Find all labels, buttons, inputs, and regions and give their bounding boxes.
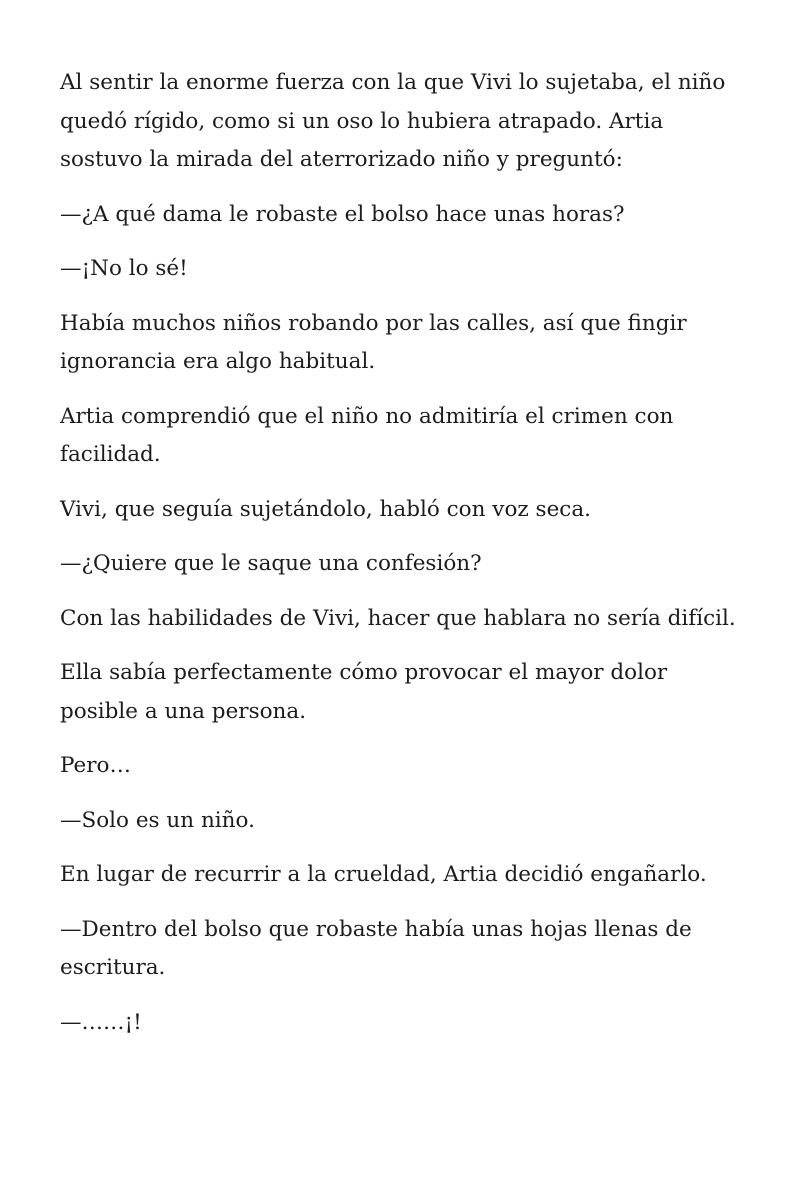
dialogue-line-6: —……¡! bbox=[60, 1009, 142, 1035]
dialogue-line-5: —Dentro del bolso que robaste había unas hojas llenas de escritura. bbox=[60, 916, 692, 980]
dialogue-line-2: —¡No lo sé! bbox=[60, 256, 188, 281]
paragraph-5: Con las habilidades de Vivi, hacer que hablara no sería difícil. bbox=[60, 605, 736, 631]
dialogue-line-4: —Solo es un niño. bbox=[60, 807, 255, 833]
paragraph-1: Al sentir la enorme fuerza con la que Vivi lo sujetaba, el niño quedó rígido, como si un oso lo hubiera atrapado. Artia sostuvo la mirada del aterrorizado niño y preguntó: bbox=[60, 70, 726, 172]
paragraph-6: Ella sabía perfectamente cómo provocar el mayor dolor posible a una persona. bbox=[60, 660, 668, 724]
dialogue-line-1: —¿A qué dama le robaste el bolso hace unas horas? bbox=[60, 201, 625, 227]
paragraph-8: En lugar de recurrir a la crueldad, Artia decidió engañarlo. bbox=[60, 862, 707, 887]
paragraph-2: Había muchos niños robando por las calles, así que fingir ignorancia era algo habitual. bbox=[60, 310, 687, 374]
dialogue-line-3: —¿Quiere que le saque una confesión? bbox=[60, 551, 482, 576]
paragraph-7: Pero… bbox=[60, 753, 131, 778]
reading-page bbox=[60, 64, 750, 1058]
paragraph-3: Artia comprendió que el niño no admitiría el crimen con facilidad. bbox=[60, 403, 674, 467]
paragraph-4: Vivi, que seguía sujetándolo, habló con voz seca. bbox=[60, 496, 592, 522]
